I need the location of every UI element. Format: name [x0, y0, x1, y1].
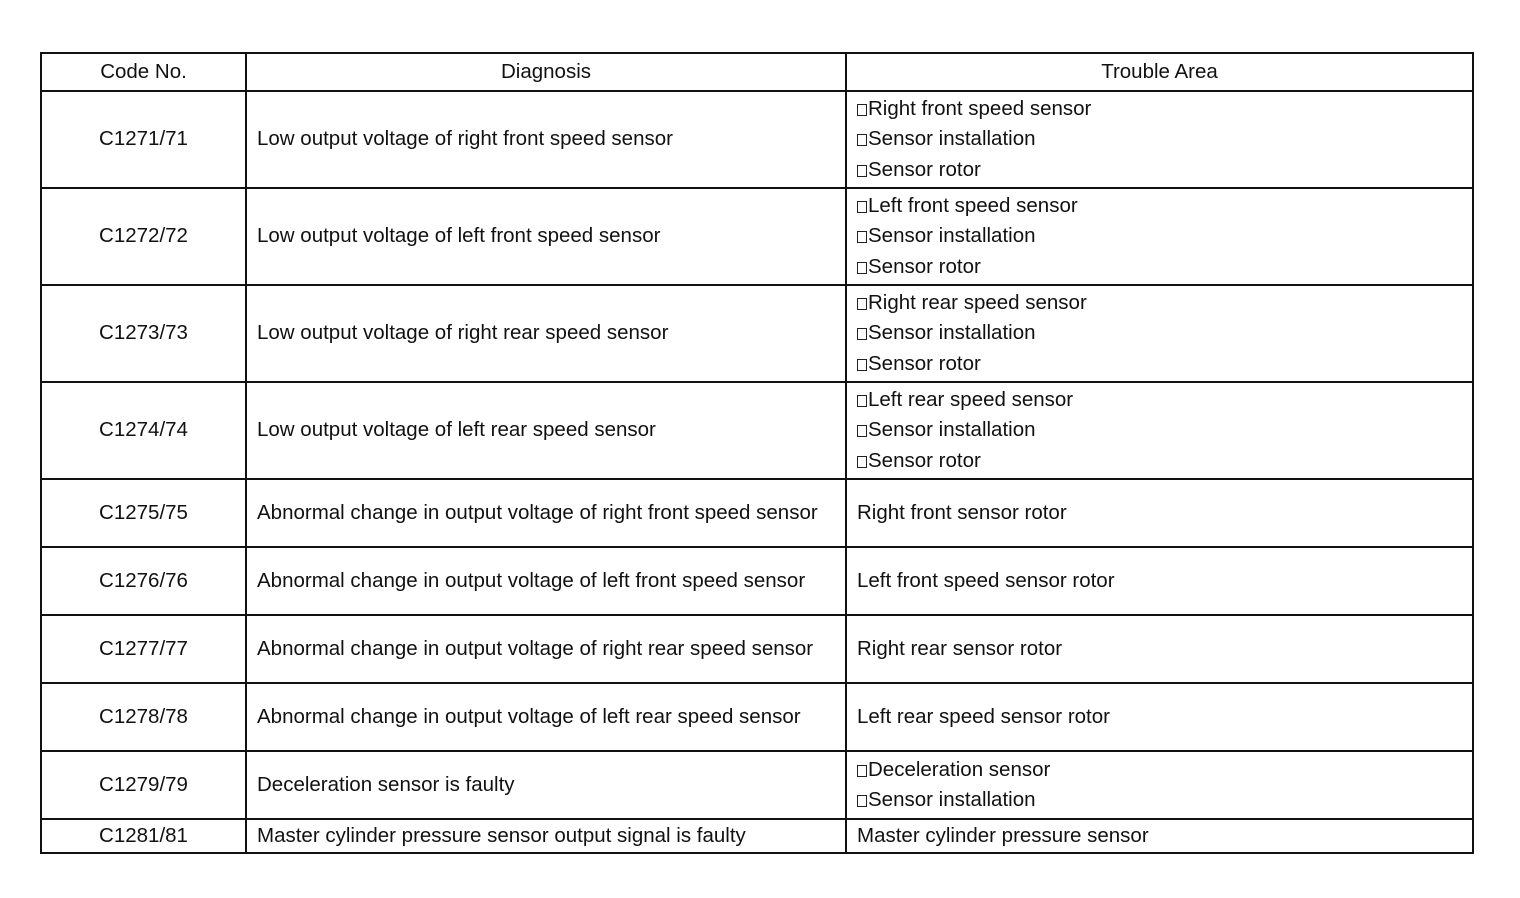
- table-row: [41, 91, 1473, 188]
- trouble-area-item: [857, 634, 1462, 665]
- checkbox-bullet-icon: [857, 165, 867, 177]
- diagnosis-cell: Deceleration sensor is faulty: [246, 751, 846, 819]
- trouble-area-cell: [846, 188, 1473, 285]
- trouble-area-text: Sensor installation: [868, 321, 1036, 345]
- trouble-area-text: Sensor rotor: [868, 157, 981, 181]
- trouble-area-cell: [846, 547, 1473, 615]
- trouble-area-item: [857, 566, 1462, 597]
- trouble-area-item: [857, 318, 1462, 349]
- trouble-area-text: Sensor rotor: [868, 448, 981, 472]
- diagnosis-cell: Low output voltage of right front speed sensor: [246, 91, 846, 188]
- trouble-area-item: [857, 221, 1462, 252]
- trouble-area-cell: [846, 285, 1473, 382]
- code-number-cell: C1281/81: [41, 819, 246, 853]
- diagnostic-code-table: [40, 52, 1474, 854]
- table-header-row: [41, 53, 1473, 91]
- header-diagnosis: Diagnosis: [246, 53, 846, 91]
- trouble-area-item: [857, 702, 1462, 733]
- trouble-area-item: [857, 785, 1462, 816]
- trouble-area-text: Left front speed sensor rotor: [857, 568, 1115, 592]
- trouble-area-text: Sensor rotor: [868, 254, 981, 278]
- trouble-area-item: [857, 191, 1462, 222]
- trouble-area-cell: [846, 751, 1473, 819]
- code-number-cell: C1277/77: [41, 615, 246, 683]
- table-row: [41, 819, 1473, 853]
- code-number-cell: C1271/71: [41, 91, 246, 188]
- table-row: [41, 285, 1473, 382]
- diagnosis-cell: Abnormal change in output voltage of right rear speed sensor: [246, 615, 846, 683]
- trouble-area-text: Right front sensor rotor: [857, 500, 1067, 524]
- table-row: [41, 188, 1473, 285]
- checkbox-bullet-icon: [857, 201, 867, 213]
- checkbox-bullet-icon: [857, 231, 867, 243]
- trouble-area-text: Left rear speed sensor: [868, 387, 1074, 411]
- table-row: [41, 615, 1473, 683]
- diagnosis-cell: Abnormal change in output voltage of left rear speed sensor: [246, 683, 846, 751]
- trouble-area-cell: [846, 382, 1473, 479]
- trouble-area-cell: [846, 683, 1473, 751]
- trouble-area-item: [857, 94, 1462, 125]
- trouble-area-cell: [846, 91, 1473, 188]
- code-number-cell: C1273/73: [41, 285, 246, 382]
- diagnosis-cell: Low output voltage of right rear speed sensor: [246, 285, 846, 382]
- trouble-area-text: Deceleration sensor: [868, 757, 1051, 781]
- trouble-area-item: [857, 446, 1462, 477]
- trouble-area-text: Left rear speed sensor rotor: [857, 704, 1110, 728]
- code-number-cell: C1274/74: [41, 382, 246, 479]
- trouble-area-item: [857, 252, 1462, 283]
- trouble-area-item: [857, 385, 1462, 416]
- header-trouble-area: Trouble Area: [846, 53, 1473, 91]
- code-number-cell: C1275/75: [41, 479, 246, 547]
- code-number-cell: C1276/76: [41, 547, 246, 615]
- checkbox-bullet-icon: [857, 359, 867, 371]
- diagnosis-cell: Abnormal change in output voltage of right front speed sensor: [246, 479, 846, 547]
- trouble-area-text: Sensor installation: [868, 224, 1036, 248]
- checkbox-bullet-icon: [857, 456, 867, 468]
- trouble-area-cell: [846, 615, 1473, 683]
- trouble-area-item: [857, 821, 1462, 852]
- checkbox-bullet-icon: [857, 298, 867, 310]
- trouble-area-item: [857, 755, 1462, 786]
- table-body: [41, 91, 1473, 853]
- diagnosis-cell: Low output voltage of left rear speed sensor: [246, 382, 846, 479]
- trouble-area-text: Right rear sensor rotor: [857, 636, 1063, 660]
- trouble-area-text: Sensor installation: [868, 418, 1036, 442]
- checkbox-bullet-icon: [857, 134, 867, 146]
- trouble-area-text: Sensor installation: [868, 788, 1036, 811]
- table-row: [41, 479, 1473, 547]
- trouble-area-text: Left front speed sensor: [868, 193, 1078, 217]
- trouble-area-text: Right rear speed sensor: [868, 290, 1087, 314]
- table-row: [41, 751, 1473, 819]
- trouble-area-item: [857, 155, 1462, 186]
- checkbox-bullet-icon: [857, 262, 867, 274]
- trouble-area-text: Sensor installation: [868, 127, 1036, 151]
- trouble-area-cell: [846, 819, 1473, 853]
- trouble-area-item: [857, 124, 1462, 155]
- diagnosis-cell: Low output voltage of left front speed sensor: [246, 188, 846, 285]
- code-number-cell: C1272/72: [41, 188, 246, 285]
- diagnosis-cell: Master cylinder pressure sensor output signal is faulty: [246, 819, 846, 853]
- table-row: [41, 382, 1473, 479]
- trouble-area-item: [857, 498, 1462, 529]
- diagnosis-cell: Abnormal change in output voltage of left front speed sensor: [246, 547, 846, 615]
- code-number-cell: C1279/79: [41, 751, 246, 819]
- trouble-area-text: Sensor rotor: [868, 351, 981, 375]
- code-number-cell: C1278/78: [41, 683, 246, 751]
- checkbox-bullet-icon: [857, 104, 867, 116]
- checkbox-bullet-icon: [857, 425, 867, 437]
- trouble-area-cell: [846, 479, 1473, 547]
- trouble-area-text: Master cylinder pressure sensor: [857, 823, 1149, 847]
- trouble-area-item: [857, 349, 1462, 380]
- table-row: [41, 683, 1473, 751]
- trouble-area-item: [857, 288, 1462, 319]
- table-row: [41, 547, 1473, 615]
- checkbox-bullet-icon: [857, 765, 867, 777]
- checkbox-bullet-icon: [857, 328, 867, 340]
- trouble-area-item: [857, 415, 1462, 446]
- checkbox-bullet-icon: [857, 795, 867, 807]
- checkbox-bullet-icon: [857, 395, 867, 407]
- header-code-no: Code No.: [41, 53, 246, 91]
- trouble-area-text: Right front speed sensor: [868, 96, 1092, 120]
